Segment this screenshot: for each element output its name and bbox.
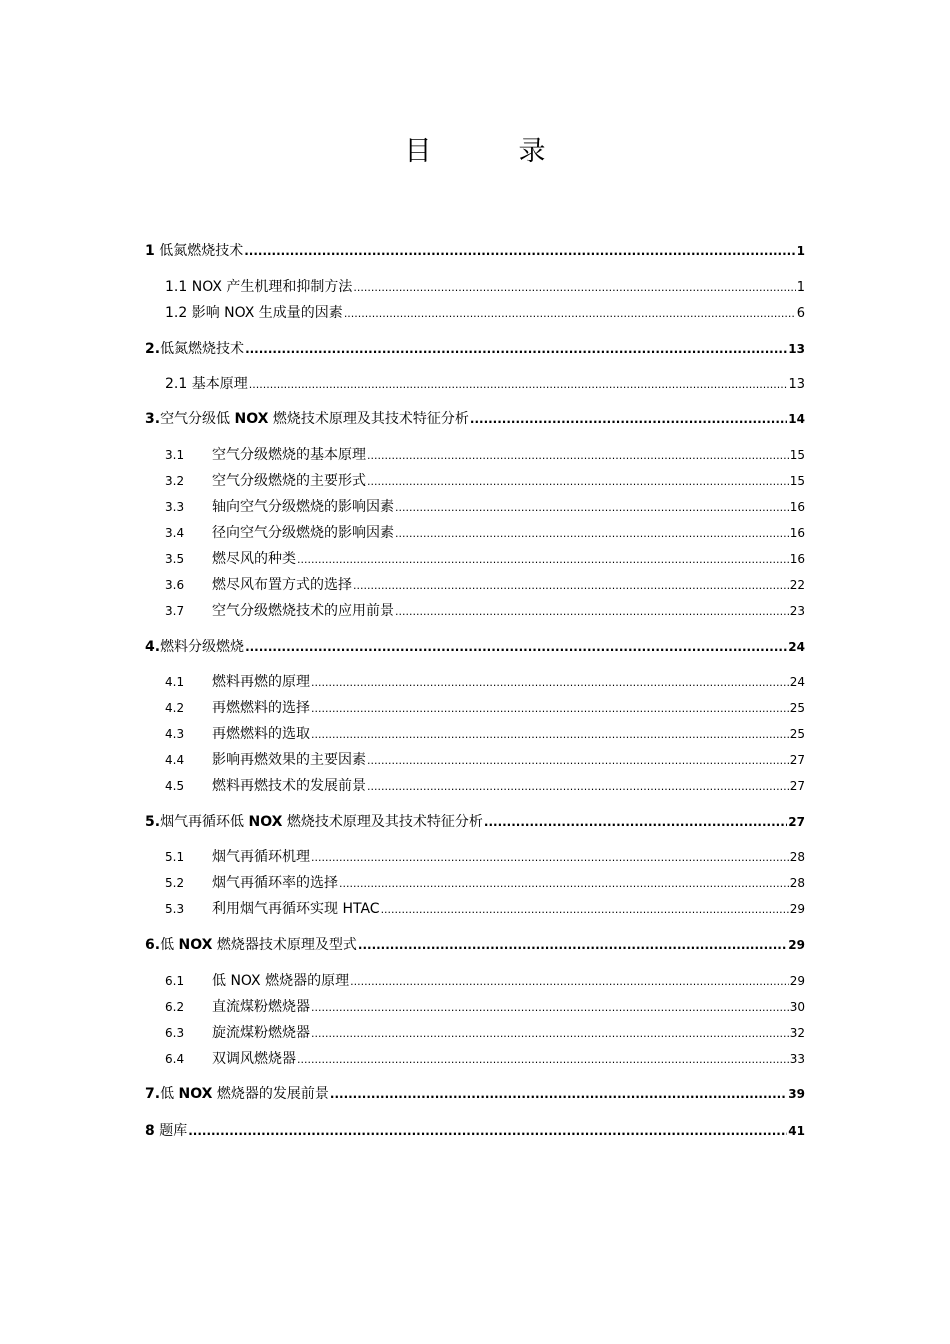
toc-entry[interactable]	[165, 549, 805, 570]
toc-entry[interactable]	[165, 847, 805, 868]
toc-dot-leader	[311, 1023, 789, 1044]
toc-entry-number: 3.1	[165, 448, 185, 462]
toc-page-number: 13	[788, 377, 805, 392]
toc-entry-title: 低 NOX 燃烧器技术原理及型式	[160, 937, 357, 953]
toc-entry-title: 低 NOX 燃烧器的发展前景	[160, 1086, 329, 1102]
toc-page-number: 22	[789, 578, 805, 592]
toc-entry[interactable]	[165, 277, 805, 298]
toc-entry-number: 5.3	[165, 902, 185, 916]
toc-dot-leader	[330, 1084, 787, 1104]
toc-entry-title: 影响 NOX 生成量的因素	[191, 305, 343, 321]
toc-entry-number: 4.1	[165, 675, 185, 689]
toc-entry[interactable]	[165, 750, 805, 771]
toc-entry-title: 利用烟气再循环实现 HTAC	[212, 901, 380, 917]
toc-entry-number: 1.2	[165, 305, 188, 321]
toc-entry-title: 燃料再燃的原理	[212, 674, 310, 690]
toc-entry-title: 低氮燃烧技术	[160, 341, 245, 357]
toc-entry-number: 5.1	[165, 850, 185, 864]
toc-page-number: 27	[788, 815, 805, 829]
toc-dot-leader	[188, 1121, 787, 1141]
toc-entry-number: 3.3	[165, 500, 185, 514]
toc-entry[interactable]	[165, 303, 805, 324]
toc-entry-title: 影响再燃效果的主要因素	[212, 752, 366, 768]
toc-page-number: 39	[788, 1087, 805, 1101]
toc-page-number: 1	[796, 244, 805, 258]
toc-page-number: 27	[789, 753, 805, 767]
toc-entry-title: 双调风燃烧器	[212, 1051, 296, 1067]
toc-entry-number: 3.5	[165, 552, 185, 566]
toc-entry-title: 基本原理	[191, 376, 248, 392]
toc-entry[interactable]	[145, 1121, 805, 1141]
toc-entry-number: 2.1	[165, 376, 188, 392]
toc-entry-title: 烟气再循环率的选择	[212, 875, 338, 891]
toc-entry[interactable]	[165, 698, 805, 719]
toc-entry-number: 6.4	[165, 1052, 185, 1066]
toc-dot-leader	[353, 575, 789, 596]
toc-entry-title: 再燃燃料的选取	[212, 726, 310, 742]
toc-page-number: 23	[789, 604, 805, 618]
toc-entry-title: NOX 产生机理和抑制方法	[191, 279, 353, 295]
toc-entry[interactable]	[165, 601, 805, 622]
toc-dot-leader	[344, 303, 796, 324]
toc-entry-title: 低氮燃烧技术	[159, 243, 244, 259]
toc-entry-number: 2.	[145, 341, 161, 357]
toc-entry[interactable]	[145, 1084, 805, 1104]
toc-dot-leader	[470, 409, 787, 429]
toc-entry-number: 5.	[145, 814, 161, 830]
toc-entry-number: 4.2	[165, 701, 185, 715]
toc-dot-leader	[311, 847, 789, 868]
toc-page-number: 33	[789, 1052, 805, 1066]
toc-entry-title: 空气分级燃烧技术的应用前景	[212, 603, 394, 619]
toc-entry[interactable]	[165, 1049, 805, 1070]
toc-page-number: 16	[789, 526, 805, 540]
toc-entry-title: 烟气再循环低 NOX 燃烧技术原理及其技术特征分析	[160, 814, 483, 830]
toc-entry[interactable]	[165, 523, 805, 544]
toc-page-number: 16	[789, 500, 805, 514]
toc-entry-number: 1.1	[165, 279, 188, 295]
toc-dot-leader	[249, 374, 788, 395]
toc-entry[interactable]	[145, 935, 805, 955]
toc-entry[interactable]	[165, 471, 805, 492]
toc-entry-title: 空气分级燃烧的基本原理	[212, 447, 366, 463]
toc-page-number: 13	[788, 342, 805, 356]
toc-entry-title: 燃料再燃技术的发展前景	[212, 778, 366, 794]
toc-page-number: 14	[788, 412, 805, 426]
toc-page-number: 28	[789, 876, 805, 890]
toc-entry[interactable]	[165, 497, 805, 518]
toc-page-number: 15	[789, 448, 805, 462]
toc-entry[interactable]	[165, 873, 805, 894]
toc-page-number: 25	[789, 701, 805, 715]
toc-entry[interactable]	[165, 672, 805, 693]
toc-entry-title: 径向空气分级燃烧的影响因素	[212, 525, 394, 541]
toc-entry-title: 燃料分级燃烧	[160, 639, 245, 655]
toc-dot-leader	[381, 899, 789, 920]
toc-entry[interactable]	[145, 637, 805, 657]
toc-dot-leader	[297, 549, 789, 570]
toc-dot-leader	[350, 971, 789, 992]
toc-page-number: 29	[789, 902, 805, 916]
toc-dot-leader	[311, 672, 789, 693]
toc-entry-number: 3.6	[165, 578, 185, 592]
toc-dot-leader	[367, 750, 789, 771]
toc-dot-leader	[367, 776, 789, 797]
toc-entry-number: 5.2	[165, 876, 185, 890]
toc-dot-leader	[395, 601, 789, 622]
toc-entry-number: 3.	[145, 411, 161, 427]
toc-entry-title: 燃尽风布置方式的选择	[212, 577, 352, 593]
toc-page-number: 32	[789, 1026, 805, 1040]
toc-entry-title: 轴向空气分级燃烧的影响因素	[212, 499, 394, 515]
toc-page-number: 6	[796, 306, 805, 321]
toc-dot-leader	[311, 724, 789, 745]
toc-entry-number: 3.7	[165, 604, 185, 618]
toc-entry-number: 3.2	[165, 474, 185, 488]
toc-entry-title: 低 NOX 燃烧器的原理	[212, 973, 350, 989]
toc-entry[interactable]	[165, 997, 805, 1018]
toc-dot-leader	[367, 445, 789, 466]
toc-entry-number: 6.1	[165, 974, 185, 988]
toc-entry[interactable]	[165, 971, 805, 992]
toc-entry-number: 4.3	[165, 727, 185, 741]
toc-entry[interactable]	[145, 241, 805, 261]
toc-page-number: 24	[788, 640, 805, 654]
toc-dot-leader	[297, 1049, 789, 1070]
toc-entry-number: 3.4	[165, 526, 185, 540]
toc-entry[interactable]	[165, 724, 805, 745]
toc-entry-title: 空气分级低 NOX 燃烧技术原理及其技术特征分析	[160, 411, 469, 427]
toc-entry-title: 燃尽风的种类	[212, 551, 296, 567]
toc-dot-leader	[395, 497, 789, 518]
toc-page-number: 27	[789, 779, 805, 793]
toc-dot-leader	[367, 471, 789, 492]
toc-entry-number: 4.5	[165, 779, 185, 793]
toc-dot-leader	[358, 935, 787, 955]
toc-page-number: 41	[788, 1124, 805, 1138]
toc-page-number: 15	[789, 474, 805, 488]
toc-page-number: 1	[796, 280, 805, 295]
toc-entry[interactable]	[165, 374, 805, 395]
toc-dot-leader	[484, 812, 787, 832]
toc-page-number: 28	[789, 850, 805, 864]
toc-entry-number: 7.	[145, 1086, 161, 1102]
toc-entry[interactable]	[165, 575, 805, 596]
toc-entry-title: 题库	[159, 1123, 188, 1139]
toc-dot-leader	[311, 997, 789, 1018]
toc-page-number: 29	[788, 938, 805, 952]
toc-entry-number: 4.4	[165, 753, 185, 767]
toc-entry-number: 8	[145, 1123, 155, 1139]
toc-entry[interactable]	[165, 1023, 805, 1044]
toc-entry-number: 4.	[145, 639, 161, 655]
toc-page-number: 25	[789, 727, 805, 741]
toc-dot-leader	[244, 241, 795, 261]
toc-entry-title: 再燃燃料的选择	[212, 700, 310, 716]
toc-dot-leader	[339, 873, 789, 894]
toc-entry-number: 6.3	[165, 1026, 185, 1040]
toc-entry-number: 6.	[145, 937, 161, 953]
toc-title: 目 录	[404, 136, 576, 167]
toc-entry[interactable]	[145, 812, 805, 832]
toc-entry-title: 旋流煤粉燃烧器	[212, 1025, 310, 1041]
toc-entry-number: 1	[145, 243, 155, 259]
toc-page-number: 24	[789, 675, 805, 689]
toc-page-number: 29	[789, 974, 805, 988]
toc-dot-leader	[311, 698, 789, 719]
toc-entry-title: 烟气再循环机理	[212, 849, 310, 865]
toc-entry-number: 6.2	[165, 1000, 185, 1014]
toc-entry[interactable]	[145, 409, 805, 429]
toc-page-number: 16	[789, 552, 805, 566]
toc-entry[interactable]	[165, 776, 805, 797]
toc-dot-leader	[245, 339, 787, 359]
toc-dot-leader	[245, 637, 787, 657]
toc-dot-leader	[395, 523, 789, 544]
toc-entry-title: 直流煤粉燃烧器	[212, 999, 310, 1015]
toc-entry[interactable]	[145, 339, 805, 359]
toc-entry[interactable]	[165, 899, 805, 920]
toc-entry[interactable]	[165, 445, 805, 466]
toc-page-number: 30	[789, 1000, 805, 1014]
toc-dot-leader	[353, 277, 795, 298]
toc-entry-title: 空气分级燃烧的主要形式	[212, 473, 366, 489]
